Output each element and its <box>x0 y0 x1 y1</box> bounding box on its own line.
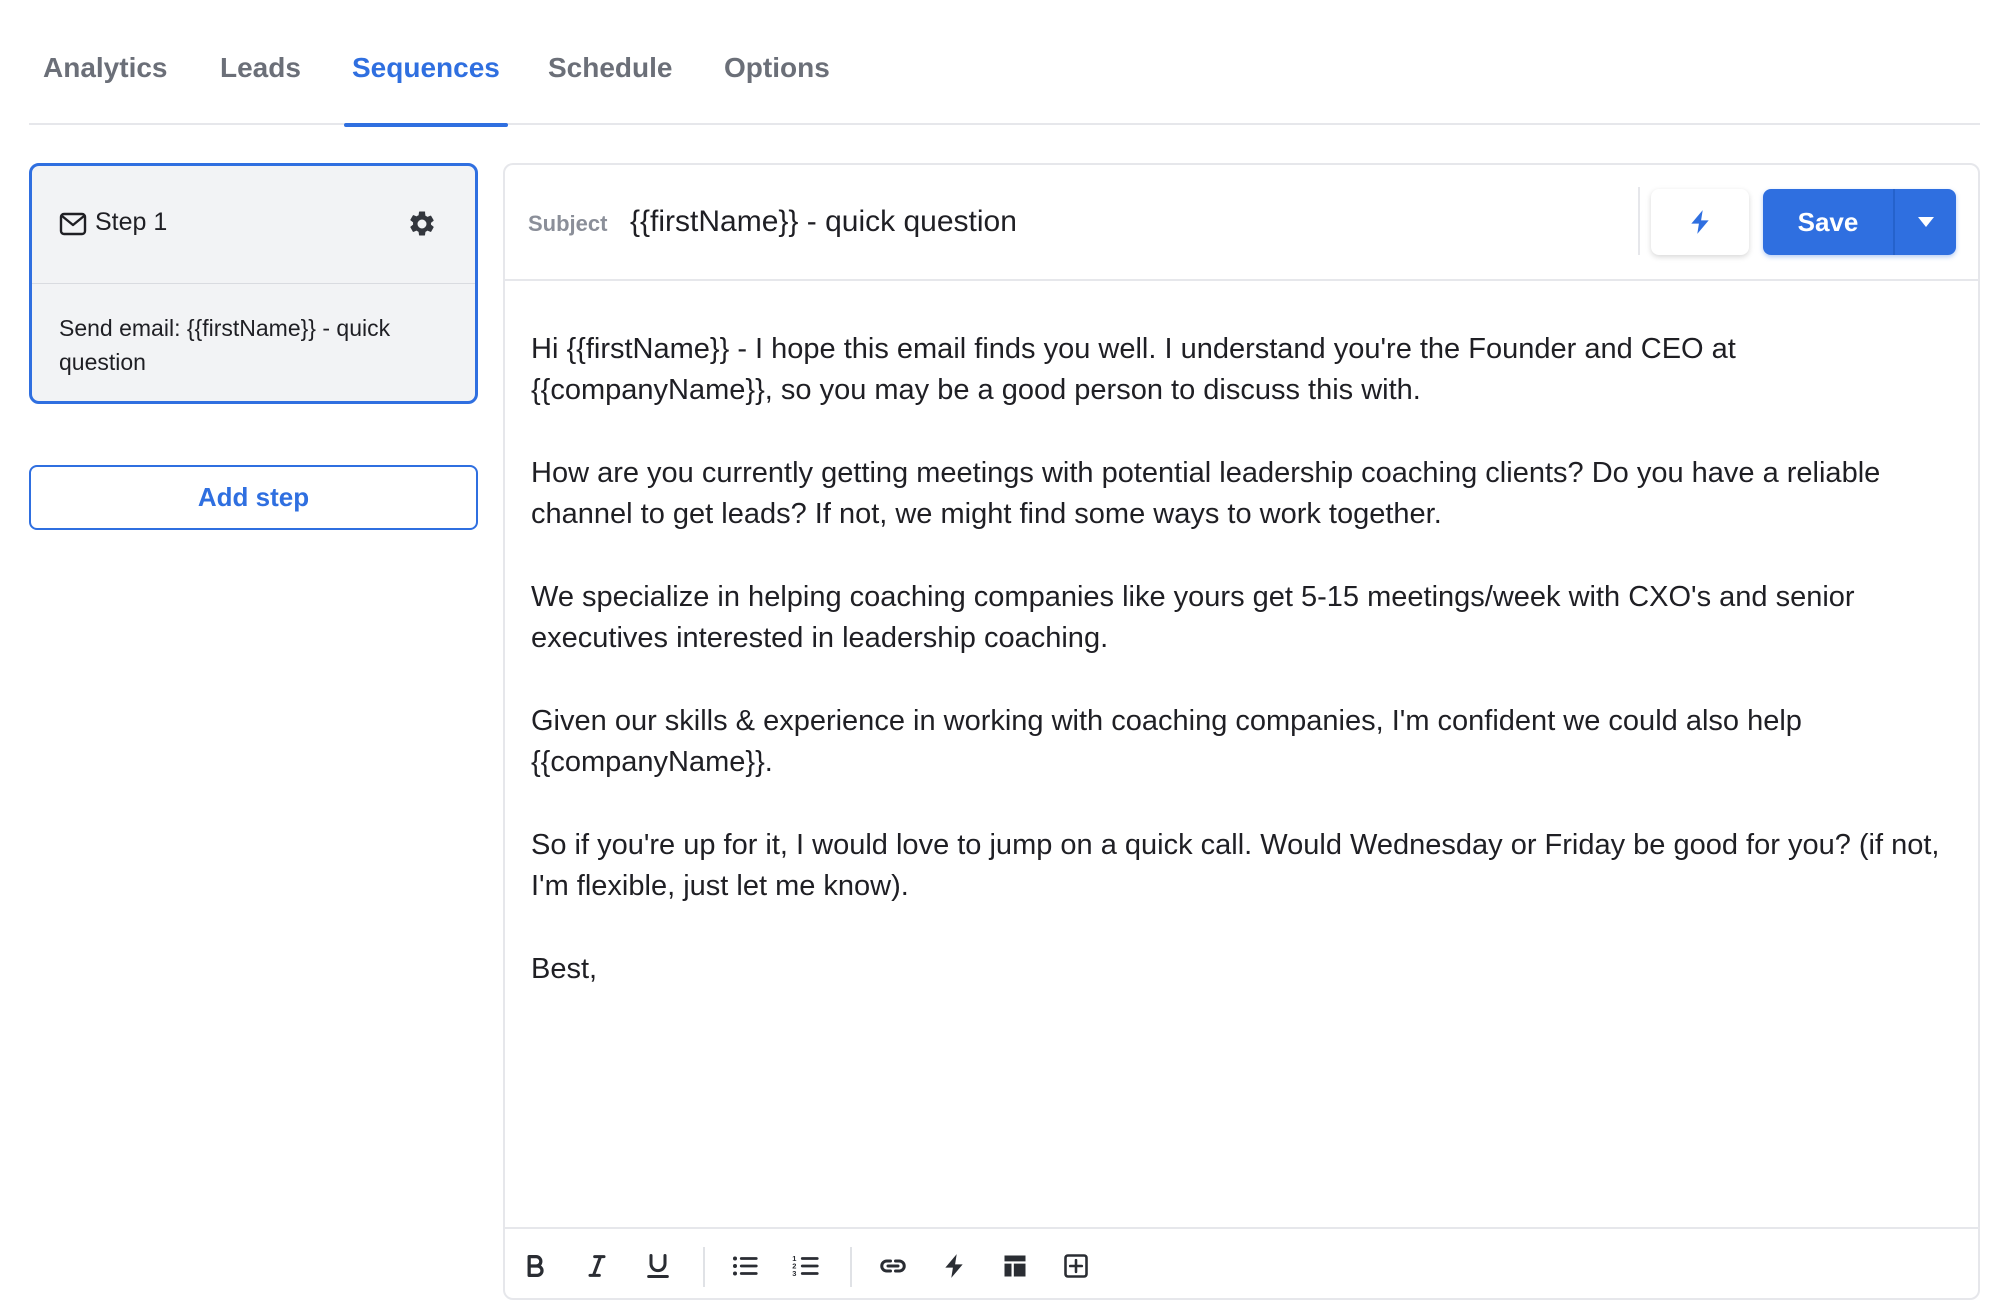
formatting-toolbar <box>505 1227 1978 1300</box>
toolbar-divider <box>703 1247 705 1287</box>
tab-options[interactable]: Options <box>724 52 830 83</box>
underline-button[interactable] <box>640 1248 676 1284</box>
tab-sequences[interactable]: Sequences <box>352 52 500 125</box>
save-button-group <box>1763 189 1956 255</box>
body-paragraph: Hi {{firstName}} - I hope this email finds you well. I understand you're the Founder and CEO at {{companyName}}, so you may be a good person to discuss this with. <box>531 333 1736 406</box>
body-paragraph: So if you're up for it, I would love to jump on a quick call. Would Wednesday or Friday be good for you? (if not, I'm flexible, just let me know). <box>531 829 1940 902</box>
numbered-list-icon <box>790 1251 822 1281</box>
link-button[interactable] <box>875 1248 911 1284</box>
svg-text:2: 2 <box>792 1261 797 1271</box>
step-description: Send email: {{firstName}} - quick question <box>59 315 391 375</box>
mail-icon <box>59 212 87 236</box>
step-title: Step 1 <box>95 208 168 236</box>
insert-button[interactable] <box>1058 1248 1094 1284</box>
svg-text:3: 3 <box>792 1269 797 1278</box>
toolbar-divider <box>850 1247 852 1287</box>
step-card[interactable] <box>29 163 478 404</box>
tab-analytics[interactable]: Analytics <box>43 52 168 83</box>
subject-label: Subject <box>528 211 608 236</box>
body-paragraph: Given our skills & experience in working with coaching companies, I'm confident we could also help {{companyName}}. <box>531 705 1802 778</box>
numbered-list-button[interactable] <box>788 1248 824 1284</box>
body-paragraph: We specialize in helping coaching companies like yours get 5-15 meetings/week with CXO's and senior executives interested in leadership coaching. <box>531 581 1855 654</box>
body-paragraph: Best, <box>531 953 598 985</box>
tab-bar <box>29 0 1980 125</box>
italic-icon <box>583 1251 611 1281</box>
variables-button[interactable] <box>1651 189 1749 255</box>
template-icon <box>1001 1251 1029 1281</box>
insert-icon <box>1062 1251 1090 1281</box>
bold-icon <box>521 1251 549 1281</box>
variable-button[interactable] <box>936 1248 972 1284</box>
email-body[interactable] <box>531 329 1961 1032</box>
caret-down-icon <box>1917 216 1935 228</box>
lightning-icon <box>941 1251 967 1281</box>
step-header <box>32 166 475 284</box>
subject-bar <box>505 165 1978 281</box>
tab-schedule[interactable]: Schedule <box>548 52 673 83</box>
tab-leads[interactable]: Leads <box>220 52 301 83</box>
save-options-button[interactable] <box>1895 189 1956 255</box>
italic-button[interactable] <box>579 1248 615 1284</box>
email-editor <box>503 163 1980 1300</box>
link-icon <box>877 1251 909 1281</box>
svg-text:1: 1 <box>792 1254 797 1263</box>
bold-button[interactable] <box>517 1248 553 1284</box>
subject-input[interactable]: {{firstName}} - quick question <box>630 205 1017 238</box>
template-button[interactable] <box>997 1248 1033 1284</box>
save-button[interactable]: Save <box>1797 206 1859 237</box>
divider <box>1638 187 1640 255</box>
underline-icon <box>644 1251 672 1281</box>
bullet-list-icon <box>729 1251 761 1281</box>
body-paragraph: How are you currently getting meetings with potential leadership coaching clients? Do you have a reliable channel to get leads? If not, we might find some ways to work together. <box>531 457 1881 530</box>
lightning-icon <box>1687 207 1713 237</box>
bullet-list-button[interactable] <box>727 1248 763 1284</box>
gear-icon[interactable] <box>407 209 437 239</box>
add-step-button[interactable]: Add step <box>29 465 478 530</box>
